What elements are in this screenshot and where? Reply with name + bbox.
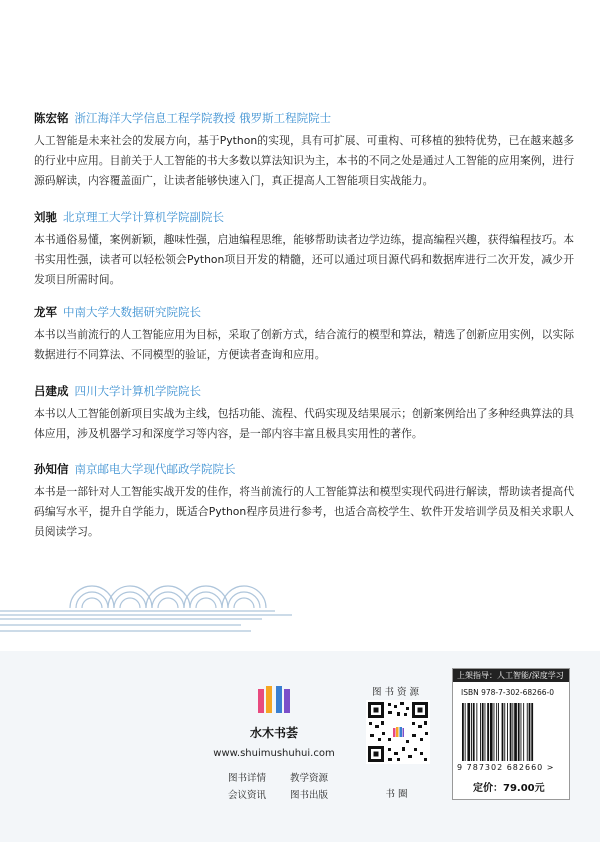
review-chen [34,110,574,191]
reviewer-title: 南京邮电大学现代邮政学院院长 [74,462,236,476]
review-text: 本书以当前流行的人工智能应用为目标，采取了创新方式，结合流行的模型和算法，精选了创新应用实例，以实际数据进行不同算法、不同模型的验证，方便读者查询和应用。 [34,328,574,361]
review-text: 本书是一部针对人工智能实战开发的佳作，将当前流行的人工智能算法和模型实现代码进行解读，帮助读者提高代码编写水平，提升自学能力，既适合Python程序员进行参考，也适合高校学生、软件开发培训学员及相关求职人员阅读学习。 [34,485,574,538]
link-book-details[interactable]: 图书详情 [228,773,267,784]
link-book-publishing[interactable]: 图书出版 [289,790,328,801]
reviewer-title: 北京理工大学计算机学院副院长 [63,210,224,224]
publisher-logo-icon [256,684,292,716]
price: 定价：79.00元 [473,783,545,794]
publisher-links-row-1 [228,770,328,784]
review-sun [34,461,574,542]
isbn-box [452,668,570,800]
barcode-number: 9 787302 682660 > [457,763,555,772]
link-teaching-resources[interactable]: 教学资源 [289,773,328,784]
link-conference-news[interactable]: 会议资讯 [228,790,267,801]
review-text: 本书以人工智能创新项目实战为主线，包括功能、流程、代码实现及结果展示；创新案例给出了多种经典算法的具体应用，涉及机器学习和深度学习等内容，是一部内容丰富且极具实用性的著作。 [34,407,574,440]
review-text: 人工智能是未来社会的发展方向，基于Python的实现，具有可扩展、可重构、可移植的独特优势，已在越来越多的行业中应用。目前关于人工智能的书大多数以算法知识为主，本书的不同之处是通过人工智能的应用案例，进行源码解读，内容覆盖面广，让读者能够快速入门，真正提高人工智能项目实战能力。 [34,134,574,187]
review-liu [34,209,574,290]
reviewer-name: 吕建成 [34,384,69,398]
review-text: 本书通俗易懂，案例新颖，趣味性强，启迪编程思维，能够帮助读者边学边练，提高编程兴趣，获得编程技巧。本书实用性强，读者可以轻松领会Python项目开发的精髓，还可以通过项目源代码和数据库进行二次开发，减少开发项目所需时间。 [34,233,574,286]
qr-resource-label: 图书资源 [371,687,422,698]
publisher-links-row-2 [228,787,328,801]
publisher-brand: 水木书荟 [249,726,298,740]
review-long [34,304,574,365]
reviewer-title: 浙江海洋大学信息工程学院教授 俄罗斯工程院院士 [74,111,332,125]
reviewer-name: 龙军 [34,305,57,319]
reviewer-name: 刘驰 [34,210,57,224]
review-lv [34,383,574,444]
wave-decoration [0,570,600,650]
qr-code-icon[interactable] [366,700,430,764]
reviewer-title: 四川大学计算机学院院长 [74,384,201,398]
reviewer-title: 中南大学大数据研究院院长 [63,305,201,319]
reviewer-name: 孙知信 [34,462,69,476]
qr-caption: 书圈 [385,789,411,800]
barcode-icon [461,703,557,761]
reviewer-name: 陈宏铭 [34,111,69,125]
publisher-url[interactable]: www.shuimushuhui.com [213,748,335,759]
shelving-category: 上架指导：人工智能/深度学习 [453,669,569,682]
isbn-number: ISBN 978-7-302-68266-0 [461,688,554,697]
